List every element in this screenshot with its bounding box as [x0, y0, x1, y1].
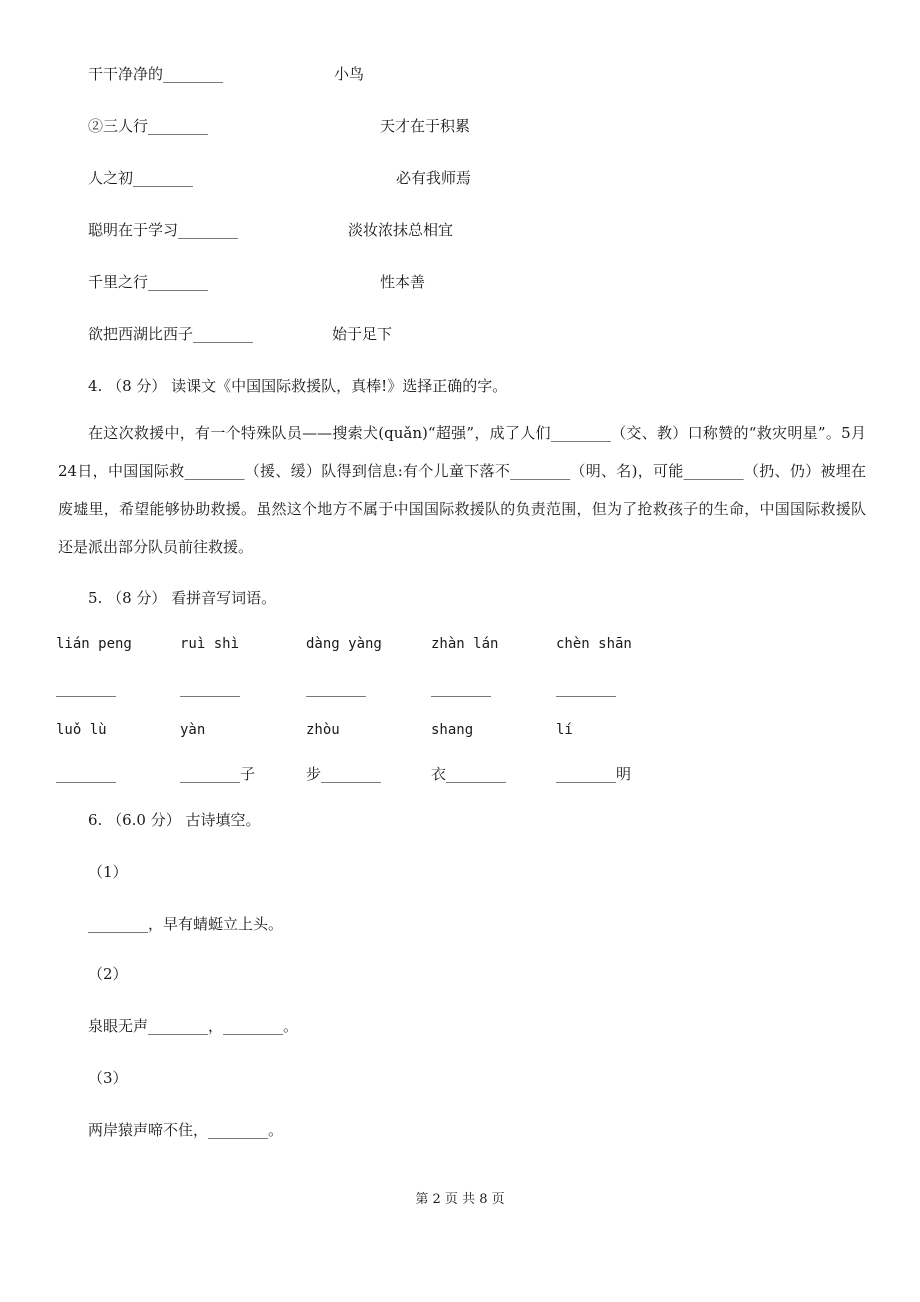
poem-item-3-number: （3） [88, 1069, 128, 1087]
match-right-5: 性本善 [380, 273, 426, 291]
blank-2-1[interactable]: ________ [56, 765, 116, 783]
pinyin-2-1: luǒ lù [56, 722, 107, 738]
pinyin-2-4: shang [431, 722, 474, 738]
match-right-6: 始于足下 [332, 325, 393, 343]
match-right-1: 小鸟 [334, 65, 365, 83]
match-left-1: 干干净净的________ [88, 65, 224, 83]
match-left-6: 欲把西湖比西子________ [88, 325, 254, 343]
blank-2-5[interactable]: ________明 [556, 765, 632, 783]
blank-1-5[interactable]: ________ [556, 679, 616, 697]
blank-1-4[interactable]: ________ [431, 679, 491, 697]
pinyin-2-3: zhòu [306, 722, 340, 738]
blank-1-3[interactable]: ________ [306, 679, 366, 697]
pinyin-1-2: ruì shì [180, 636, 240, 652]
match-right-2: 天才在于积累 [380, 117, 471, 135]
pinyin-1-3: dàng yàng [306, 636, 382, 652]
question-4-passage [58, 414, 866, 566]
question-5-heading: 5. （8 分） 看拼音写词语。 [88, 589, 277, 607]
pinyin-2-5: lí [556, 722, 573, 738]
blank-2-2[interactable]: ________子 [180, 765, 256, 783]
poem-item-3-text[interactable]: 两岸猿声啼不住，________。 [88, 1121, 284, 1139]
blank-2-3[interactable]: 步________ [306, 765, 382, 783]
match-left-4: 聪明在于学习________ [88, 221, 239, 239]
poem-item-2-number: （2） [88, 965, 128, 983]
blank-1-1[interactable]: ________ [56, 679, 116, 697]
question-4-passage-text: 在这次救援中，有一个特殊队员——搜索犬(quǎn)“超强”，成了人们________（交、教）口称赞的“救灾明星”。5月24日，中国国际救________（援、缓）队得到信息:有个儿童下落不________（明、名)，可能________（扔、仍）被埋在废墟里，希望能够协助救援。虽然这个地方不属于中国国际救援队的负责范围，但为了抢救孩子的生命，中国国际救援队还是派出部分队员前往救援。 [58, 424, 866, 556]
match-right-4: 淡妆浓抹总相宜 [348, 221, 454, 239]
match-right-3: 必有我师焉 [396, 169, 472, 187]
match-left-2: ②三人行________ [88, 117, 209, 135]
match-left-3: 人之初________ [88, 169, 194, 187]
match-left-5: 千里之行________ [88, 273, 209, 291]
pinyin-1-4: zhàn lán [431, 636, 499, 652]
question-4-heading: 4. （8 分） 读课文《中国国际救援队，真棒!》选择正确的字。 [88, 377, 508, 395]
blank-2-4[interactable]: 衣________ [431, 765, 507, 783]
question-6-heading: 6. （6.0 分） 古诗填空。 [88, 811, 261, 829]
blank-1-2[interactable]: ________ [180, 679, 240, 697]
page-footer: 第 2 页 共 8 页 [415, 1192, 505, 1207]
poem-item-1-number: （1） [88, 863, 128, 881]
poem-item-2-text[interactable]: 泉眼无声________，________。 [88, 1017, 299, 1035]
pinyin-1-1: lián peng [56, 636, 132, 652]
pinyin-2-2: yàn [180, 722, 206, 738]
poem-item-1-text[interactable]: ________，早有蜻蜓立上头。 [88, 915, 284, 933]
pinyin-1-5: chèn shān [556, 636, 632, 652]
